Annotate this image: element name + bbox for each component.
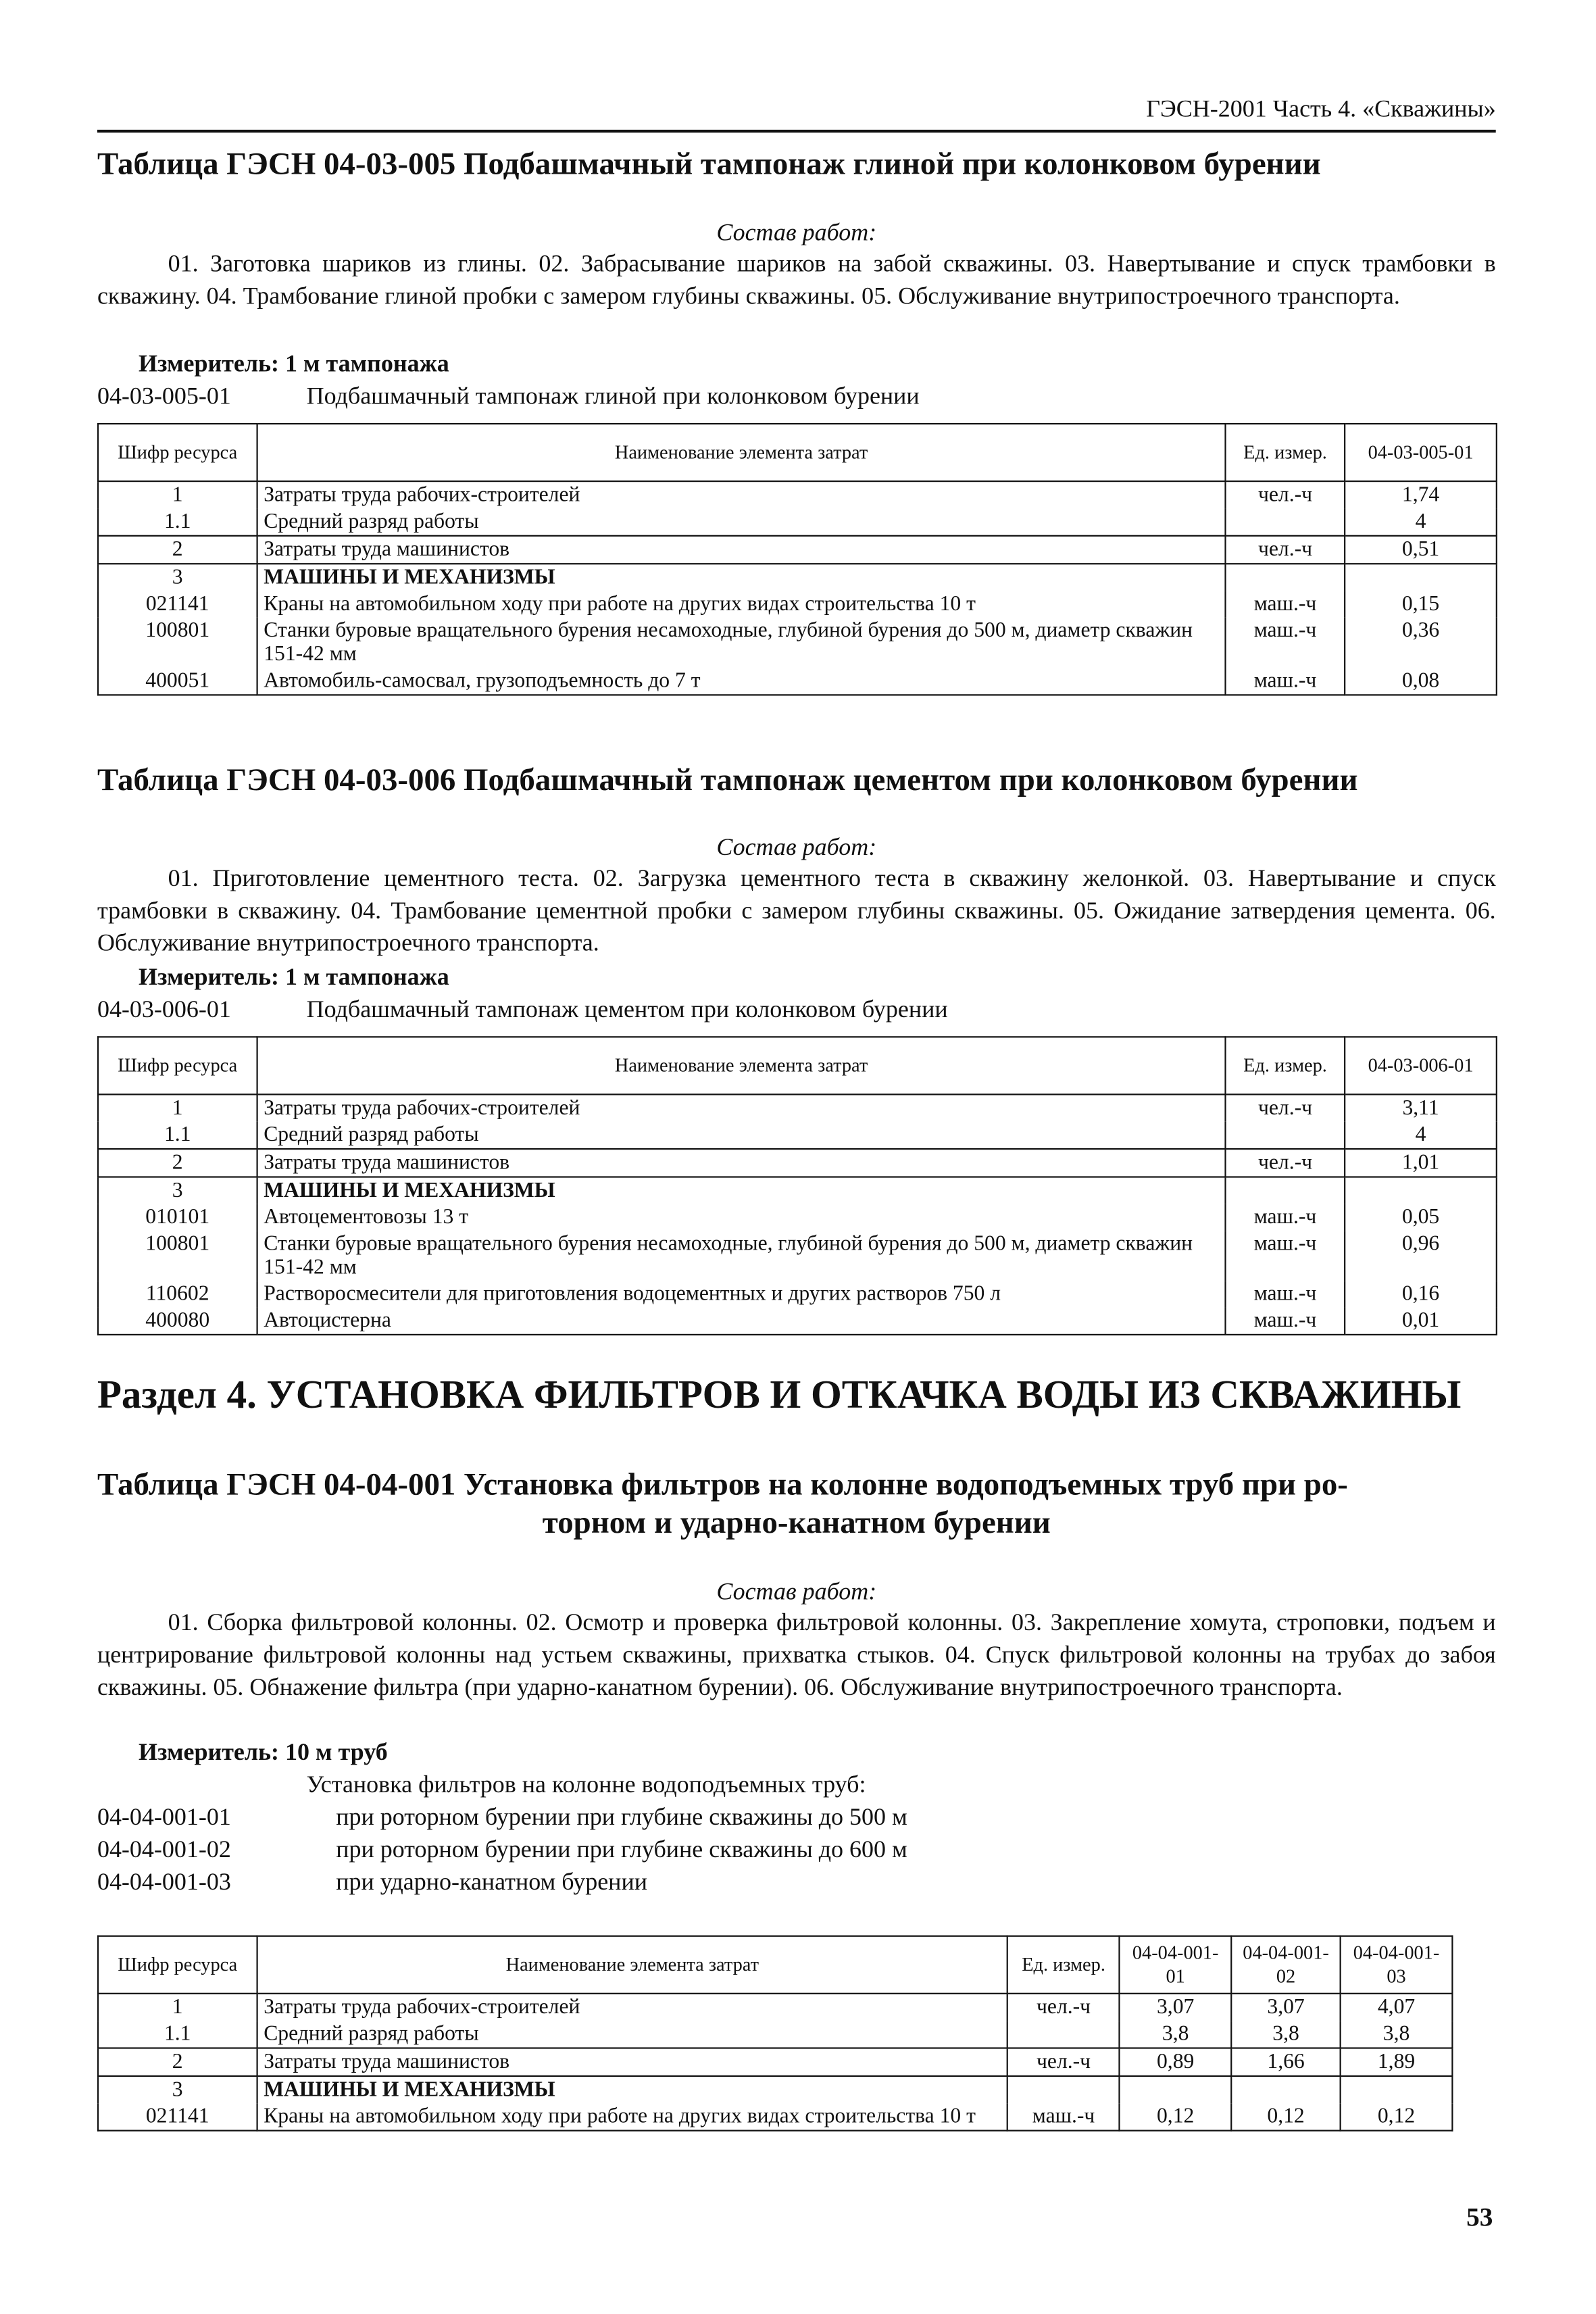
- col-header-name: Наименование элемента затрат: [257, 1936, 1007, 1994]
- code: 04-03-006-01: [97, 995, 231, 1023]
- cell-unit: маш.-ч: [1226, 1231, 1345, 1281]
- cell-name: МАШИНЫ И МЕХАНИЗМЫ: [257, 564, 1225, 591]
- variant-name: при ударно-канатном бурении: [336, 1867, 647, 1896]
- cell-unit: маш.-ч: [1007, 2103, 1120, 2130]
- cell-code: 1.1: [98, 1122, 257, 1149]
- table1-code-line: [97, 380, 1496, 413]
- cell-code: 2: [98, 536, 257, 564]
- cell-value: 0,12: [1341, 2103, 1453, 2130]
- table-row: [98, 1281, 1497, 1307]
- table3-sostav: Состав работ:: [716, 1577, 877, 1606]
- cell-unit: чел.-ч: [1007, 2048, 1120, 2075]
- cell-name: Автоцистерна: [257, 1308, 1225, 1335]
- cell-unit: маш.-ч: [1226, 1308, 1345, 1335]
- table2-code-line: [97, 993, 1496, 1026]
- cell-value: 1,66: [1231, 2048, 1340, 2075]
- cell-unit: [1007, 2076, 1120, 2103]
- table2: [97, 1036, 1497, 1335]
- variant-line: [97, 1833, 1496, 1866]
- cell-code: 2: [98, 1149, 257, 1177]
- cell-value: 0,01: [1345, 1308, 1497, 1335]
- variant-code: 04-04-001-01: [97, 1802, 231, 1831]
- cell-value: 4: [1345, 1122, 1497, 1149]
- cell-name: Затраты труда рабочих-строителей: [257, 481, 1225, 508]
- cell-name: Средний разряд работы: [257, 1122, 1225, 1149]
- cell-code: 1.1: [98, 508, 257, 535]
- cell-code: 400051: [98, 668, 257, 695]
- cell-code: 021141: [98, 591, 257, 618]
- cell-value: 0,12: [1231, 2103, 1340, 2130]
- variant-line: [97, 1801, 1496, 1833]
- col-header-v3: 04-04-001-03: [1341, 1936, 1453, 1994]
- table1: [97, 423, 1497, 695]
- col-header-unit: Ед. измер.: [1007, 1936, 1120, 1994]
- table2-measure: [139, 961, 449, 993]
- cell-value: 1,89: [1341, 2048, 1453, 2075]
- table-row: [98, 2076, 1452, 2103]
- cell-code: 1: [98, 1094, 257, 1121]
- measure-label: Измеритель:: [139, 962, 280, 991]
- table-row: [98, 508, 1497, 535]
- col-header-code: Шифр ресурса: [98, 1037, 257, 1094]
- cell-value: 3,8: [1341, 2021, 1453, 2048]
- cell-value: 4: [1345, 508, 1497, 535]
- cell-unit: [1007, 2021, 1120, 2048]
- cell-unit: чел.-ч: [1226, 1094, 1345, 1121]
- table2-title: Таблица ГЭСН 04-03-006 Подбашмачный тампонаж цементом при колонковом бурении: [97, 762, 1358, 797]
- cell-code: 1: [98, 481, 257, 508]
- cell-name: Автомобиль-самосвал, грузоподъемность до 7 т: [257, 668, 1225, 695]
- table-row: [98, 1094, 1497, 1121]
- code-name: Подбашмачный тампонаж глиной при колонковом бурении: [306, 381, 920, 410]
- cell-name: Средний разряд работы: [257, 508, 1225, 535]
- table-row: [98, 1994, 1452, 2021]
- cell-name: Затраты труда рабочих-строителей: [257, 1994, 1007, 2021]
- cell-code: 1.1: [98, 2021, 257, 2048]
- cell-value: 0,16: [1345, 1281, 1497, 1307]
- table3-measure: [139, 1736, 388, 1769]
- col-header-name: Наименование элемента затрат: [257, 1037, 1225, 1094]
- cell-name: Средний разряд работы: [257, 2021, 1007, 2048]
- table-row: [98, 2021, 1452, 2048]
- measure-value: 10 м труб: [285, 1738, 388, 1766]
- table-row: [98, 618, 1497, 668]
- cell-value: [1345, 564, 1497, 591]
- cell-value: 0,05: [1345, 1204, 1497, 1231]
- cell-code: 3: [98, 564, 257, 591]
- cell-unit: маш.-ч: [1226, 668, 1345, 695]
- table-header-row: [98, 424, 1497, 481]
- cell-value: 0,36: [1345, 618, 1497, 668]
- cell-value: 1,74: [1345, 481, 1497, 508]
- variant-code: 04-04-001-03: [97, 1867, 231, 1896]
- table1-works: [97, 247, 1496, 312]
- cell-value: 0,51: [1345, 536, 1497, 564]
- cell-value: 3,07: [1231, 1994, 1340, 2021]
- variant-line: [97, 1866, 1496, 1898]
- cell-code: 100801: [98, 1231, 257, 1281]
- cell-value: 3,8: [1120, 2021, 1232, 2048]
- cell-name: Затраты труда рабочих-строителей: [257, 1094, 1225, 1121]
- cell-unit: маш.-ч: [1226, 1204, 1345, 1231]
- cell-unit: [1226, 1122, 1345, 1149]
- cell-unit: [1226, 564, 1345, 591]
- table-row: [98, 1149, 1497, 1177]
- cell-value: 0,96: [1345, 1231, 1497, 1281]
- col-header-v1: 04-03-006-01: [1345, 1037, 1497, 1094]
- table-row: [98, 1177, 1497, 1204]
- cell-value: 3,8: [1231, 2021, 1340, 2048]
- cell-unit: маш.-ч: [1226, 591, 1345, 618]
- cell-code: 400080: [98, 1308, 257, 1335]
- cell-unit: чел.-ч: [1007, 1994, 1120, 2021]
- table3-title-line2: торном и ударно-канатном бурении: [542, 1504, 1051, 1541]
- cell-name: Станки буровые вращательного бурения несамоходные, глубиной бурения до 500 м, диаметр скважин 151-42 мм: [257, 618, 1225, 668]
- cell-name: Затраты труда машинистов: [257, 2048, 1007, 2075]
- table2-works: [97, 862, 1496, 960]
- table-row: [98, 536, 1497, 564]
- measure-label: Измеритель:: [139, 1738, 280, 1766]
- table1-measure: [139, 348, 449, 380]
- cell-unit: [1226, 1177, 1345, 1204]
- cell-value: 4,07: [1341, 1994, 1453, 2021]
- table-row: [98, 1122, 1497, 1149]
- table-row: [98, 591, 1497, 618]
- cell-name: МАШИНЫ И МЕХАНИЗМЫ: [257, 2076, 1007, 2103]
- cell-value: 3,11: [1345, 1094, 1497, 1121]
- table-row: [98, 564, 1497, 591]
- cell-value: 1,01: [1345, 1149, 1497, 1177]
- cell-name: Краны на автомобильном ходу при работе на других видах строительства 10 т: [257, 591, 1225, 618]
- table2-sostav: Состав работ:: [716, 833, 877, 861]
- measure-value: 1 м тампонажа: [285, 349, 449, 378]
- col-header-code: Шифр ресурса: [98, 1936, 257, 1994]
- cell-name: Затраты труда машинистов: [257, 536, 1225, 564]
- works-text: 01. Сборка фильтровой колонны. 02. Осмотр и проверка фильтровой колонны. 03. Закрепление хомута, строповки, подъем и центрирование фильтровой колонны над устьем скважины, прихватка стыков. 04. Спуск фильтровой колонны на трубах до забоя скважины. 05. Обнажение фильтра (при ударно-канатном бурении). 06. Обслуживание внутрипостроечного транспорта.: [97, 1608, 1496, 1701]
- variants-intro: Установка фильтров на колонне водоподъемных труб:: [306, 1770, 866, 1798]
- col-header-code: Шифр ресурса: [98, 424, 257, 481]
- cell-name: Автоцементовозы 13 т: [257, 1204, 1225, 1231]
- table-row: [98, 1308, 1497, 1335]
- cell-name: Затраты труда машинистов: [257, 1149, 1225, 1177]
- cell-value: 0,12: [1120, 2103, 1232, 2130]
- table-row: [98, 2103, 1452, 2130]
- cell-code: 2: [98, 2048, 257, 2075]
- section-heading: Раздел 4. УСТАНОВКА ФИЛЬТРОВ И ОТКАЧКА ВОДЫ ИЗ СКВАЖИНЫ: [97, 1372, 1462, 1417]
- table-header-row: [98, 1037, 1497, 1094]
- cell-unit: маш.-ч: [1226, 1281, 1345, 1307]
- table-row: [98, 1231, 1497, 1281]
- table3: [97, 1936, 1453, 2132]
- table-row: [98, 2048, 1452, 2075]
- cell-unit: чел.-ч: [1226, 536, 1345, 564]
- cell-code: 1: [98, 1994, 257, 2021]
- cell-code: 010101: [98, 1204, 257, 1231]
- cell-value: [1341, 2076, 1453, 2103]
- cell-code: 100801: [98, 618, 257, 668]
- table-row: [98, 481, 1497, 508]
- code-name: Подбашмачный тампонаж цементом при колонковом бурении: [306, 995, 948, 1023]
- cell-value: 0,08: [1345, 668, 1497, 695]
- col-header-v2: 04-04-001-02: [1231, 1936, 1340, 1994]
- col-header-v1: 04-04-001-01: [1120, 1936, 1232, 1994]
- cell-name: МАШИНЫ И МЕХАНИЗМЫ: [257, 1177, 1225, 1204]
- cell-code: 021141: [98, 2103, 257, 2130]
- cell-value: 3,07: [1120, 1994, 1232, 2021]
- measure-label: Измеритель:: [139, 349, 280, 378]
- cell-code: 3: [98, 2076, 257, 2103]
- code: 04-03-005-01: [97, 381, 231, 410]
- cell-unit: маш.-ч: [1226, 618, 1345, 668]
- table3-title-line1: Таблица ГЭСН 04-04-001 Установка фильтров на колонне водоподъемных труб при ро-: [97, 1467, 1348, 1502]
- col-header-unit: Ед. измер.: [1226, 424, 1345, 481]
- table1-title: Таблица ГЭСН 04-03-005 Подбашмачный тампонаж глиной при колонковом бурении: [97, 145, 1321, 182]
- cell-value: [1345, 1177, 1497, 1204]
- table3-variants-intro: [97, 1769, 1496, 1801]
- cell-value: 0,89: [1120, 2048, 1232, 2075]
- cell-code: 3: [98, 1177, 257, 1204]
- cell-name: Краны на автомобильном ходу при работе на других видах строительства 10 т: [257, 2103, 1007, 2130]
- running-header: ГЭСН-2001 Часть 4. «Скважины»: [97, 91, 1496, 132]
- col-header-unit: Ед. измер.: [1226, 1037, 1345, 1094]
- cell-name: Растворосмесители для приготовления водоцементных и других растворов 750 л: [257, 1281, 1225, 1307]
- table-row: [98, 1204, 1497, 1231]
- table-header-row: [98, 1936, 1452, 1994]
- page-number: 53: [1466, 2202, 1493, 2232]
- cell-unit: чел.-ч: [1226, 1149, 1345, 1177]
- cell-code: 110602: [98, 1281, 257, 1307]
- cell-unit: чел.-ч: [1226, 481, 1345, 508]
- table1-sostav: Состав работ:: [716, 218, 877, 247]
- col-header-name: Наименование элемента затрат: [257, 424, 1225, 481]
- works-text: 01. Приготовление цементного теста. 02. Загрузка цементного теста в скважину желонкой. 03. Навертывание и спуск трамбовки в скважину. 04. Трамбование цементной пробки с замером глубины скважины. 05. Ожидание затвердения цемента. 06. Обслуживание внутрипостроечного транспорта.: [97, 864, 1496, 957]
- works-text: 01. Заготовка шариков из глины. 02. Забрасывание шариков на забой скважины. 03. Навертывание и спуск трамбовки в скважину. 04. Трамбование глиной пробки с замером глубины скважины. 05. Обслуживание внутрипостроечного транспорта.: [97, 249, 1496, 310]
- table3-works: [97, 1606, 1496, 1704]
- cell-value: [1120, 2076, 1232, 2103]
- cell-value: 0,15: [1345, 591, 1497, 618]
- cell-value: [1231, 2076, 1340, 2103]
- table-row: [98, 668, 1497, 695]
- variant-code: 04-04-001-02: [97, 1835, 231, 1863]
- variant-name: при роторном бурении при глубине скважины до 500 м: [336, 1802, 907, 1831]
- col-header-v1: 04-03-005-01: [1345, 424, 1497, 481]
- cell-name: Станки буровые вращательного бурения несамоходные, глубиной бурения до 500 м, диаметр скважин 151-42 мм: [257, 1231, 1225, 1281]
- cell-unit: [1226, 508, 1345, 535]
- measure-value: 1 м тампонажа: [285, 962, 449, 991]
- variant-name: при роторном бурении при глубине скважины до 600 м: [336, 1835, 907, 1863]
